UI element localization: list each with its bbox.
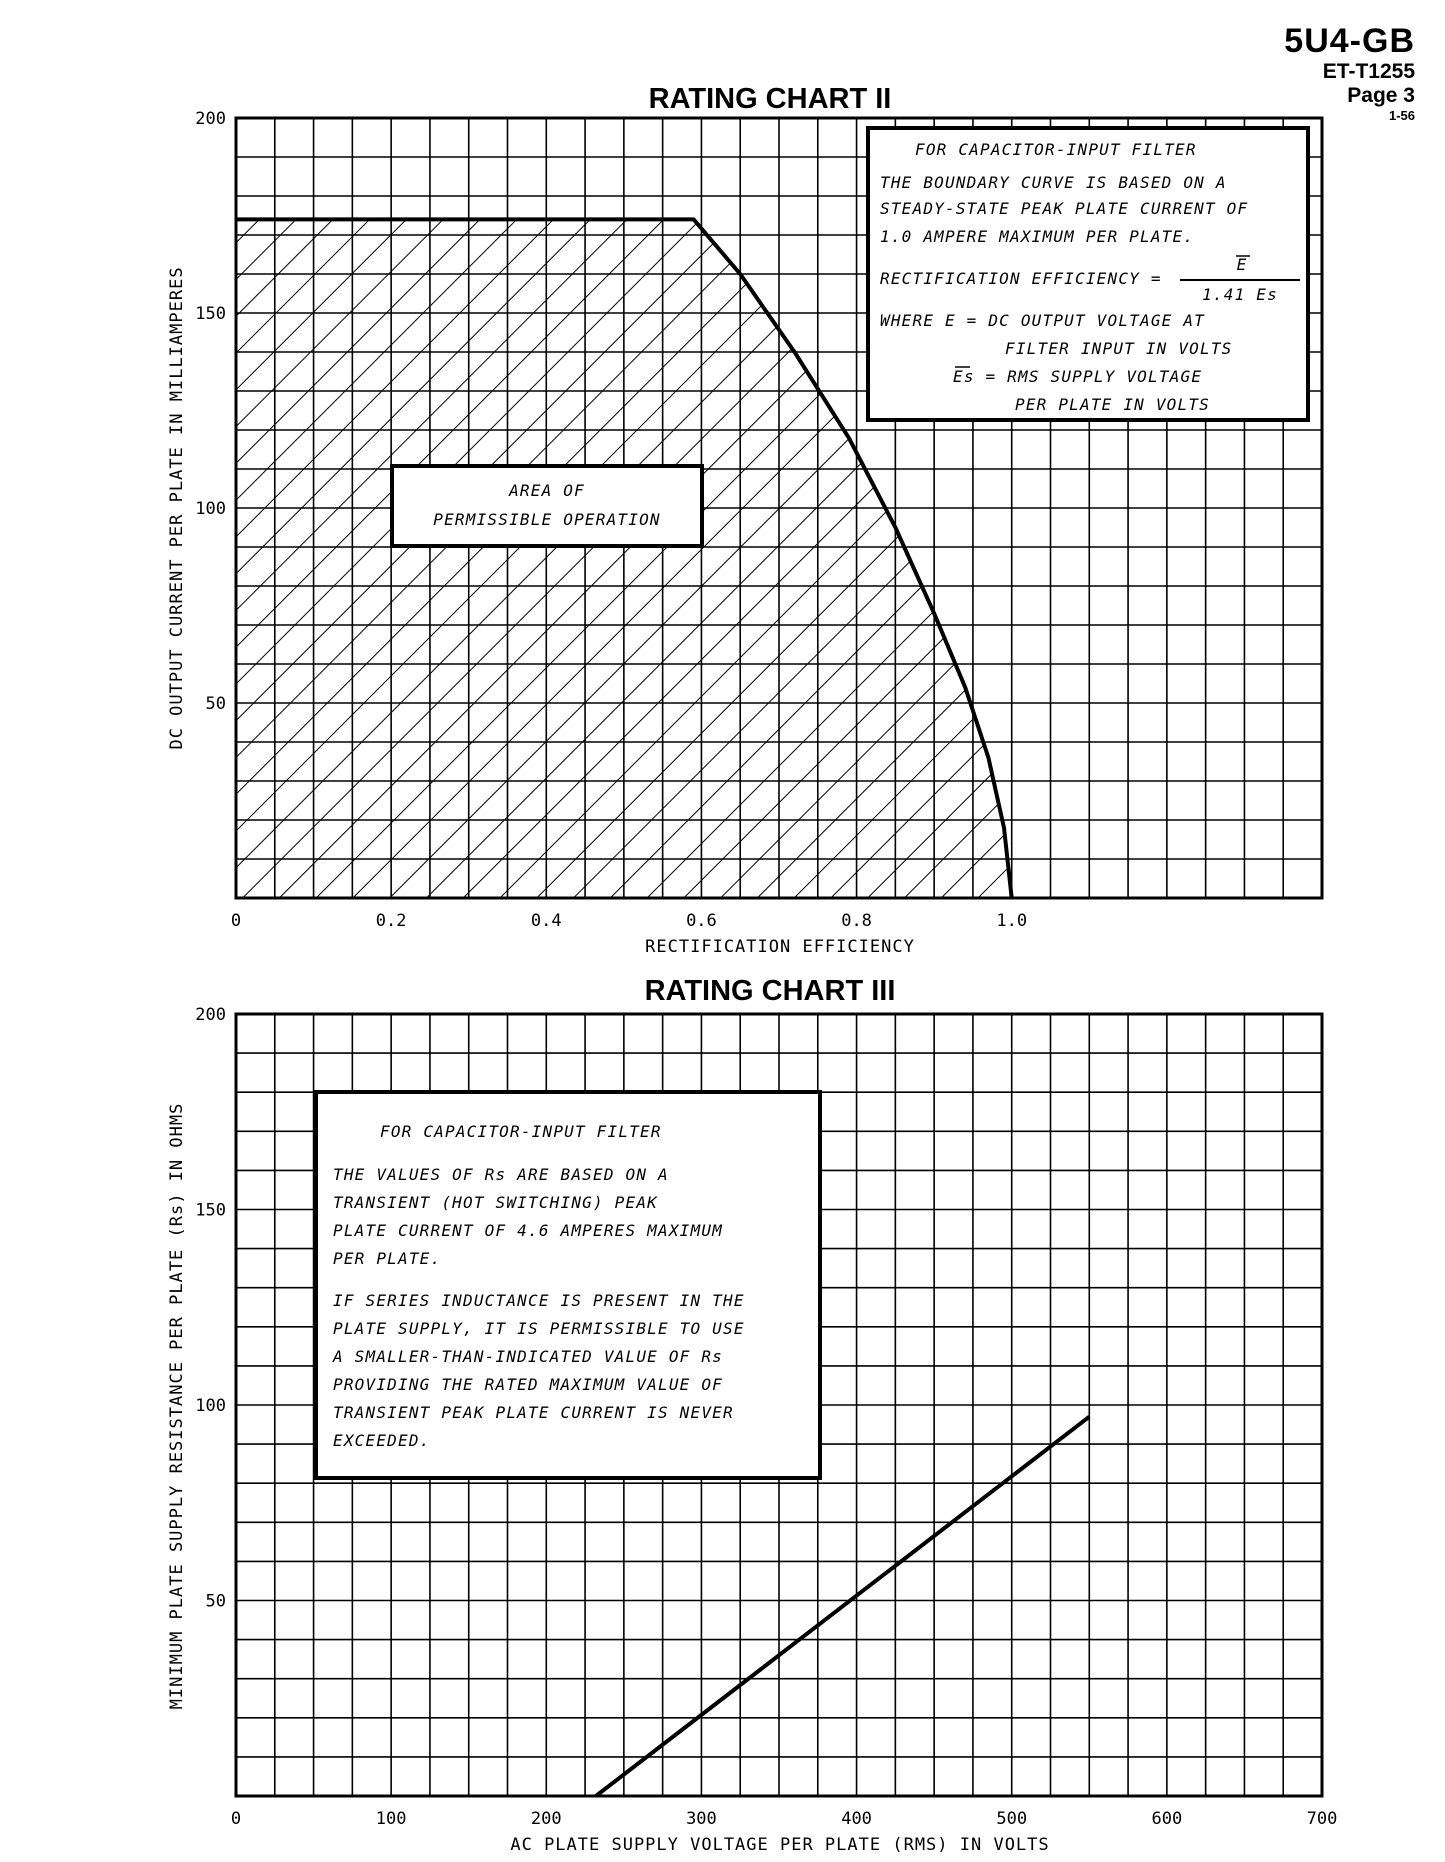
note-line: STEADY-STATE PEAK PLATE CURRENT OF bbox=[880, 199, 1249, 218]
note-line: PER PLATE IN VOLTS bbox=[1015, 395, 1210, 414]
x-tick-label: 0.8 bbox=[841, 911, 872, 931]
x-tick-label: 600 bbox=[1151, 1809, 1183, 1829]
x-tick-label: 100 bbox=[375, 1809, 407, 1829]
note-line: PLATE CURRENT OF 4.6 AMPERES MAXIMUM bbox=[333, 1221, 723, 1240]
area-label-line: AREA OF bbox=[509, 481, 585, 500]
chart-ii-x-axis-label: RECTIFICATION EFFICIENCY bbox=[645, 937, 915, 957]
note-line: RECTIFICATION EFFICIENCY = bbox=[880, 269, 1162, 288]
rating-chart-ii bbox=[167, 83, 1322, 957]
x-tick-label: 500 bbox=[996, 1809, 1028, 1829]
tube-type: 5U4-GB bbox=[1284, 22, 1415, 60]
x-tick-label: 0.4 bbox=[530, 911, 562, 931]
note-line: TRANSIENT (HOT SWITCHING) PEAK bbox=[333, 1193, 658, 1212]
note-line: A SMALLER-THAN-INDICATED VALUE OF Rs bbox=[333, 1347, 723, 1366]
note-line: WHERE E = DC OUTPUT VOLTAGE AT bbox=[880, 311, 1205, 330]
y-tick-label: 100 bbox=[195, 1396, 226, 1416]
x-tick-label: 0.6 bbox=[686, 911, 717, 931]
formula-denominator: 1.41 Es bbox=[1202, 285, 1278, 304]
note-line: IF SERIES INDUCTANCE IS PRESENT IN THE bbox=[333, 1291, 745, 1310]
chart-iii-notes-box bbox=[316, 1092, 820, 1478]
y-tick-label: 100 bbox=[195, 499, 226, 519]
chart-ii-notes-box bbox=[868, 128, 1308, 420]
note-line: THE VALUES OF Rs ARE BASED ON A bbox=[333, 1165, 669, 1184]
y-tick-label: 150 bbox=[195, 1200, 226, 1221]
chart-iii-y-axis-label: MINIMUM PLATE SUPPLY RESISTANCE PER PLATE (Rs) IN OHMS bbox=[167, 1102, 187, 1710]
note-line: THE BOUNDARY CURVE IS BASED ON A bbox=[880, 173, 1227, 192]
note-line: Es = RMS SUPPLY VOLTAGE bbox=[953, 367, 1203, 386]
permissible-area-label bbox=[392, 466, 702, 546]
note-line: EXCEEDED. bbox=[333, 1431, 431, 1450]
rating-chart-iii bbox=[167, 975, 1337, 1855]
y-tick-label: 50 bbox=[205, 694, 226, 714]
chart-iii-x-axis-label: AC PLATE SUPPLY VOLTAGE PER PLATE (RMS) IN VOLTS bbox=[510, 1835, 1050, 1855]
x-tick-label: 300 bbox=[686, 1809, 717, 1829]
note-line: PROVIDING THE RATED MAXIMUM VALUE OF bbox=[333, 1375, 723, 1394]
y-tick-label: 50 bbox=[205, 1591, 226, 1612]
formula-numerator: E bbox=[1236, 255, 1248, 274]
doc-number: ET-T1255 bbox=[1322, 60, 1415, 83]
x-tick-label: 200 bbox=[530, 1809, 562, 1829]
note-line: FOR CAPACITOR-INPUT FILTER bbox=[915, 140, 1197, 159]
chart-ii-y-axis-label: DC OUTPUT CURRENT PER PLATE IN MILLIAMPERES bbox=[167, 266, 187, 750]
x-tick-label: 0 bbox=[230, 1809, 242, 1829]
y-tick-label: 200 bbox=[195, 109, 226, 129]
note-line: 1.0 AMPERE MAXIMUM PER PLATE. bbox=[880, 227, 1195, 246]
note-line: FOR CAPACITOR-INPUT FILTER bbox=[380, 1122, 662, 1141]
y-tick-label: 200 bbox=[195, 1005, 226, 1025]
y-tick-label: 150 bbox=[195, 304, 226, 324]
chart-iii-title: RATING CHART III bbox=[644, 975, 896, 1007]
x-tick-label: 0.2 bbox=[375, 911, 407, 931]
note-line: PLATE SUPPLY, IT IS PERMISSIBLE TO USE bbox=[333, 1319, 745, 1338]
chart-ii-title: RATING CHART II bbox=[648, 83, 892, 115]
area-label-line: PERMISSIBLE OPERATION bbox=[433, 510, 661, 529]
x-tick-label: 400 bbox=[841, 1809, 872, 1829]
x-tick-label: 0 bbox=[230, 911, 242, 931]
page-number: Page 3 bbox=[1347, 84, 1415, 107]
x-tick-label: 1.0 bbox=[996, 911, 1028, 931]
note-line: TRANSIENT PEAK PLATE CURRENT IS NEVER bbox=[333, 1403, 734, 1422]
note-line: FILTER INPUT IN VOLTS bbox=[1005, 339, 1233, 358]
issue-date: 1-56 bbox=[1388, 108, 1415, 123]
x-tick-label: 700 bbox=[1306, 1809, 1338, 1829]
note-line: PER PLATE. bbox=[333, 1249, 442, 1268]
